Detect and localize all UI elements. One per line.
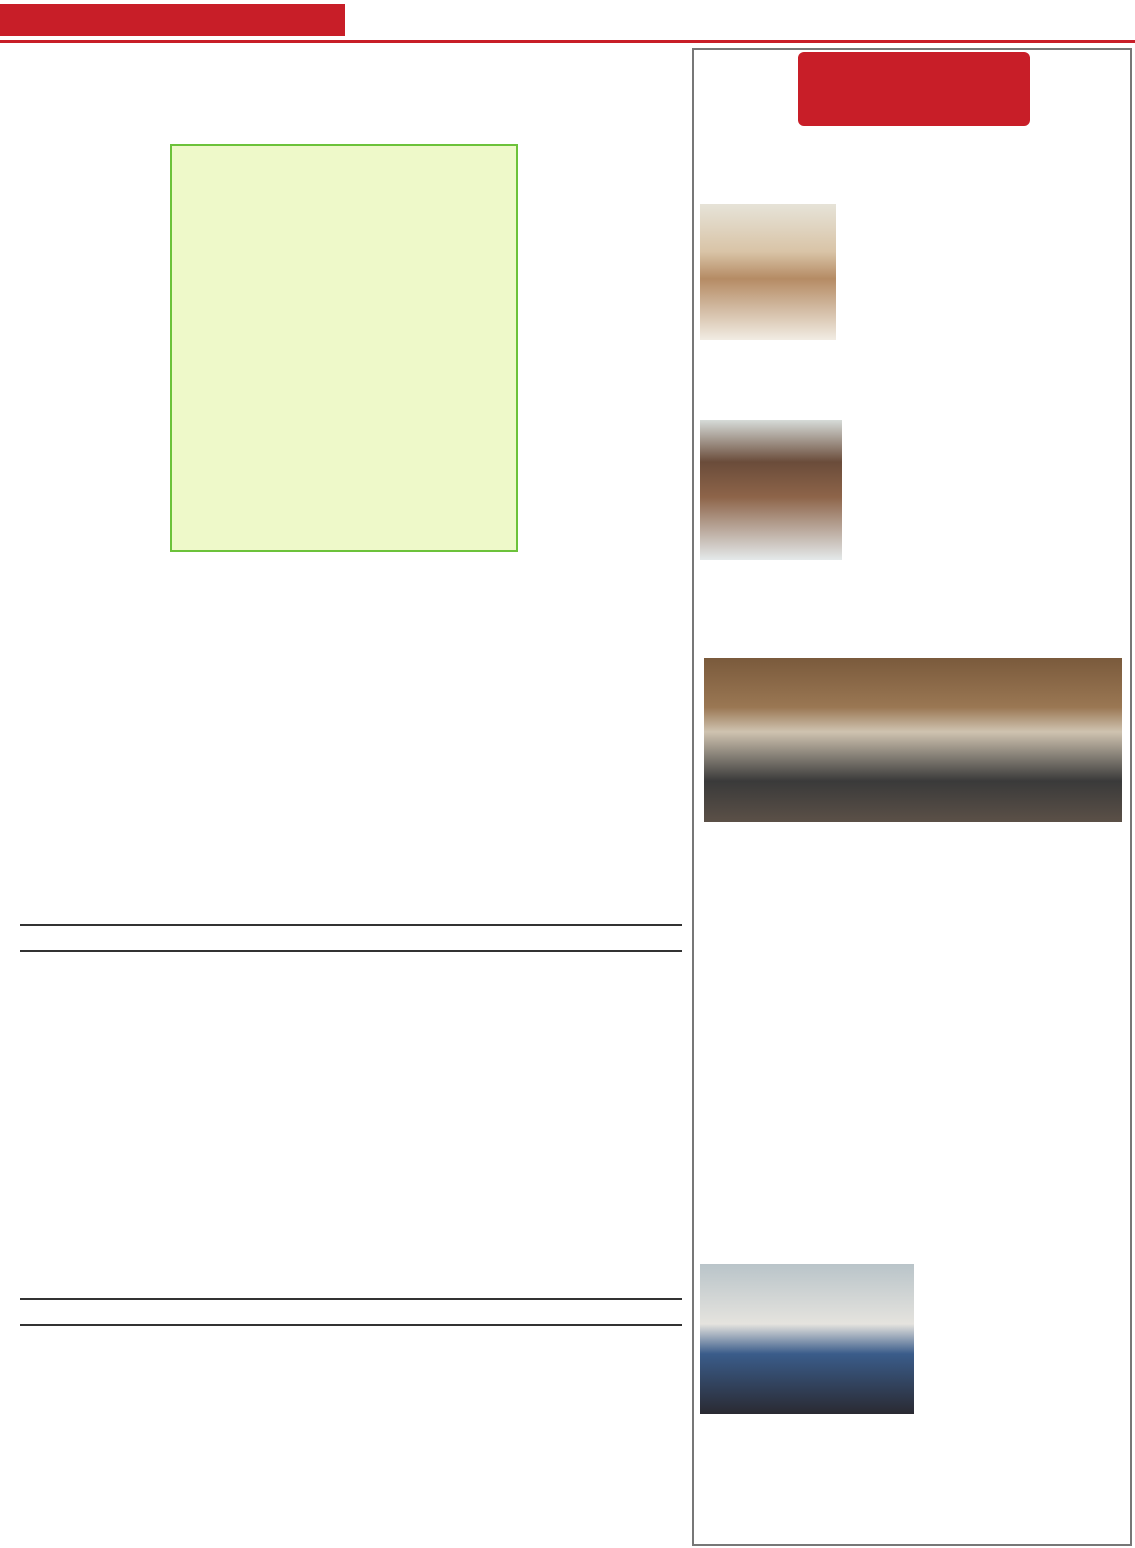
muharram-header bbox=[20, 924, 682, 952]
siyasat-header bbox=[20, 1298, 682, 1326]
story1-headline bbox=[696, 128, 1128, 192]
story4-body-bottom bbox=[700, 1416, 1120, 1544]
story4-byline bbox=[850, 1218, 1120, 1234]
muharram-col1 bbox=[20, 958, 346, 1293]
lead-col1-text bbox=[20, 138, 167, 555]
siyasat-col2 bbox=[356, 1332, 682, 1544]
story2-body bbox=[848, 428, 1120, 564]
lead-body-left bbox=[20, 555, 346, 915]
story4-headline bbox=[696, 1150, 1128, 1214]
story3-byline bbox=[850, 826, 1120, 842]
story2-byline bbox=[840, 412, 1120, 428]
story1-body bbox=[840, 210, 1120, 348]
story3-body bbox=[700, 844, 1120, 1142]
story1-photo bbox=[700, 204, 836, 340]
story3-headline bbox=[696, 582, 1128, 646]
lead-photo-collage bbox=[170, 144, 518, 552]
story1-byline bbox=[840, 194, 1120, 210]
masthead-banner bbox=[0, 4, 345, 36]
masthead-rule bbox=[0, 40, 1135, 43]
story4-float-spacer bbox=[700, 1264, 918, 1416]
story2-photo bbox=[700, 420, 842, 560]
siyasat-col1 bbox=[20, 1332, 346, 1544]
lead-col2-head bbox=[360, 122, 680, 158]
story3-photo bbox=[704, 658, 1122, 822]
sidebar-title bbox=[798, 52, 1030, 126]
lead-body-right bbox=[356, 535, 682, 915]
muharram-col2 bbox=[356, 958, 682, 1293]
story4-body-top-wrap bbox=[700, 1236, 1120, 1416]
lead-byline bbox=[20, 122, 350, 138]
lead-col2-text bbox=[522, 158, 680, 534]
story2-headline bbox=[696, 348, 1128, 412]
